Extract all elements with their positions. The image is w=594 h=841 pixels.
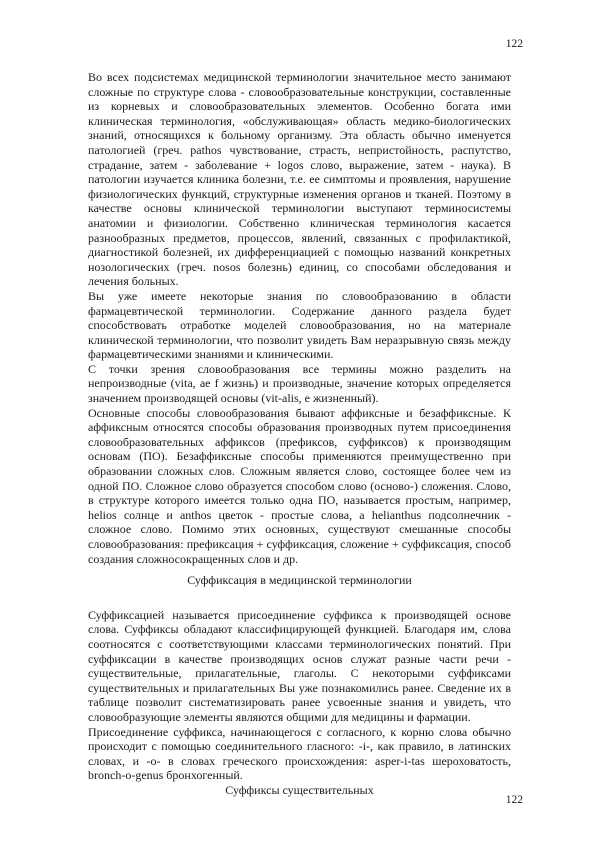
paragraph-suffixation-definition: Суффиксацией называется присоединение суффикса к производящей основе слова. Суффиксы обладают классифицирующей функцией. Благодаря им, слова соотносятся с соответствующими классами терминологических понятий. При суффиксации в качестве производящих основ служат разные части речи - существительные, прилагательные, глаголы. С некоторыми суффиксами существительных и прилагательных Вы уже познакомились ранее. Сведение их в таблице позволит систематизировать ранее усвоенные знания и увидеть, что словообразующие элементы являются общими для медицины и фармации.: [88, 607, 511, 724]
page-number-top: 122: [505, 38, 523, 50]
section-heading-suffixation: Суффиксация в медицинской терминологии: [187, 573, 412, 588]
page-number-bottom: 122: [505, 794, 523, 806]
paragraph-connecting-vowel: Присоединение суффикса, начинающегося с согласного, к корню слова обычно происходит с помощью соединительного гласного: -i-, как правило, в латинских словах, и -o- в словах греческого происхождения: asper-i-tas шероховатость, bronch-o-genus бронхогенный.: [88, 724, 511, 783]
paragraph-derived-terms: С точки зрения словообразования все термины можно разделить на непроизводные (vita, ae f жизнь) и производные, значение которых определяется значением производящей основы (vit-alis, e жизненный).: [88, 361, 511, 406]
page-body: [88, 70, 511, 798]
paragraph-word-formation-intro: Вы уже имеете некоторые знания по словообразованию в области фармацевтической терминологии. Содержание данного раздела будет способствовать отработке моделей словообразования, но на материале клинической терминологии, что позволит увидеть Вам неразрывную связь между фармацевтическими знаниями и клиническими.: [88, 288, 511, 362]
paragraph-affix-methods: Основные способы словообразования бывают аффиксные и безаффиксные. К аффиксным относятся способы образования производных путем присоединения словообразовательных аффиксов (префиксов, суффиксов) к производящим основам (ПО). Безаффиксные способы применяются преимущественно при образовании сложных слов. Сложным является слово, состоящее более чем из одной ПО. Сложное слово образуется способом слово (осново-) сложения. Слово, в структуре которого имеется только одна ПО, называется простым, например, helios солнце и anthos цветок - простые слова, а helianthus подсолнечник - сложное слово. Помимо этих основных, существуют смешанные способы словообразования: префиксация + суффиксация, сложение + суффиксация, способ создания сложносокращенных слов и др.: [88, 405, 511, 566]
paragraph-clinical-terminology: Во всех подсистемах медицинской терминологии значительное место занимают сложные по структуре слова - словообразовательные конструкции, составленные из корневых и словообразовательных элементов. Особенно богата ими клиническая терминология, «обслуживающая» область медико-биологических знаний, относящихся к больному организму. Эта область обычно именуется патологией (греч. pathos чувствование, страсть, непристойность, распутство, страдание, затем - заболевание + logos слово, выражение, затем - наука). В патологии изучается клиника болезни, т.е. ее симптомы и проявления, нарушение физиологических функций, структурные изменения органов и тканей. Поэтому в качестве основы клинической терминологии выступают терминосистемы анатомии и физиологии. Собственно клиническая терминология касается разнообразных предметов, процессов, явлений, связанных с профилактикой, диагностикой болезней, их дифференциацией с помощью названий конкретных нозологических (греч. nosos болезнь) единиц, со способами обследования и лечения больных.: [88, 70, 511, 289]
section-heading-noun-suffixes: Суффиксы существительных: [225, 782, 374, 797]
